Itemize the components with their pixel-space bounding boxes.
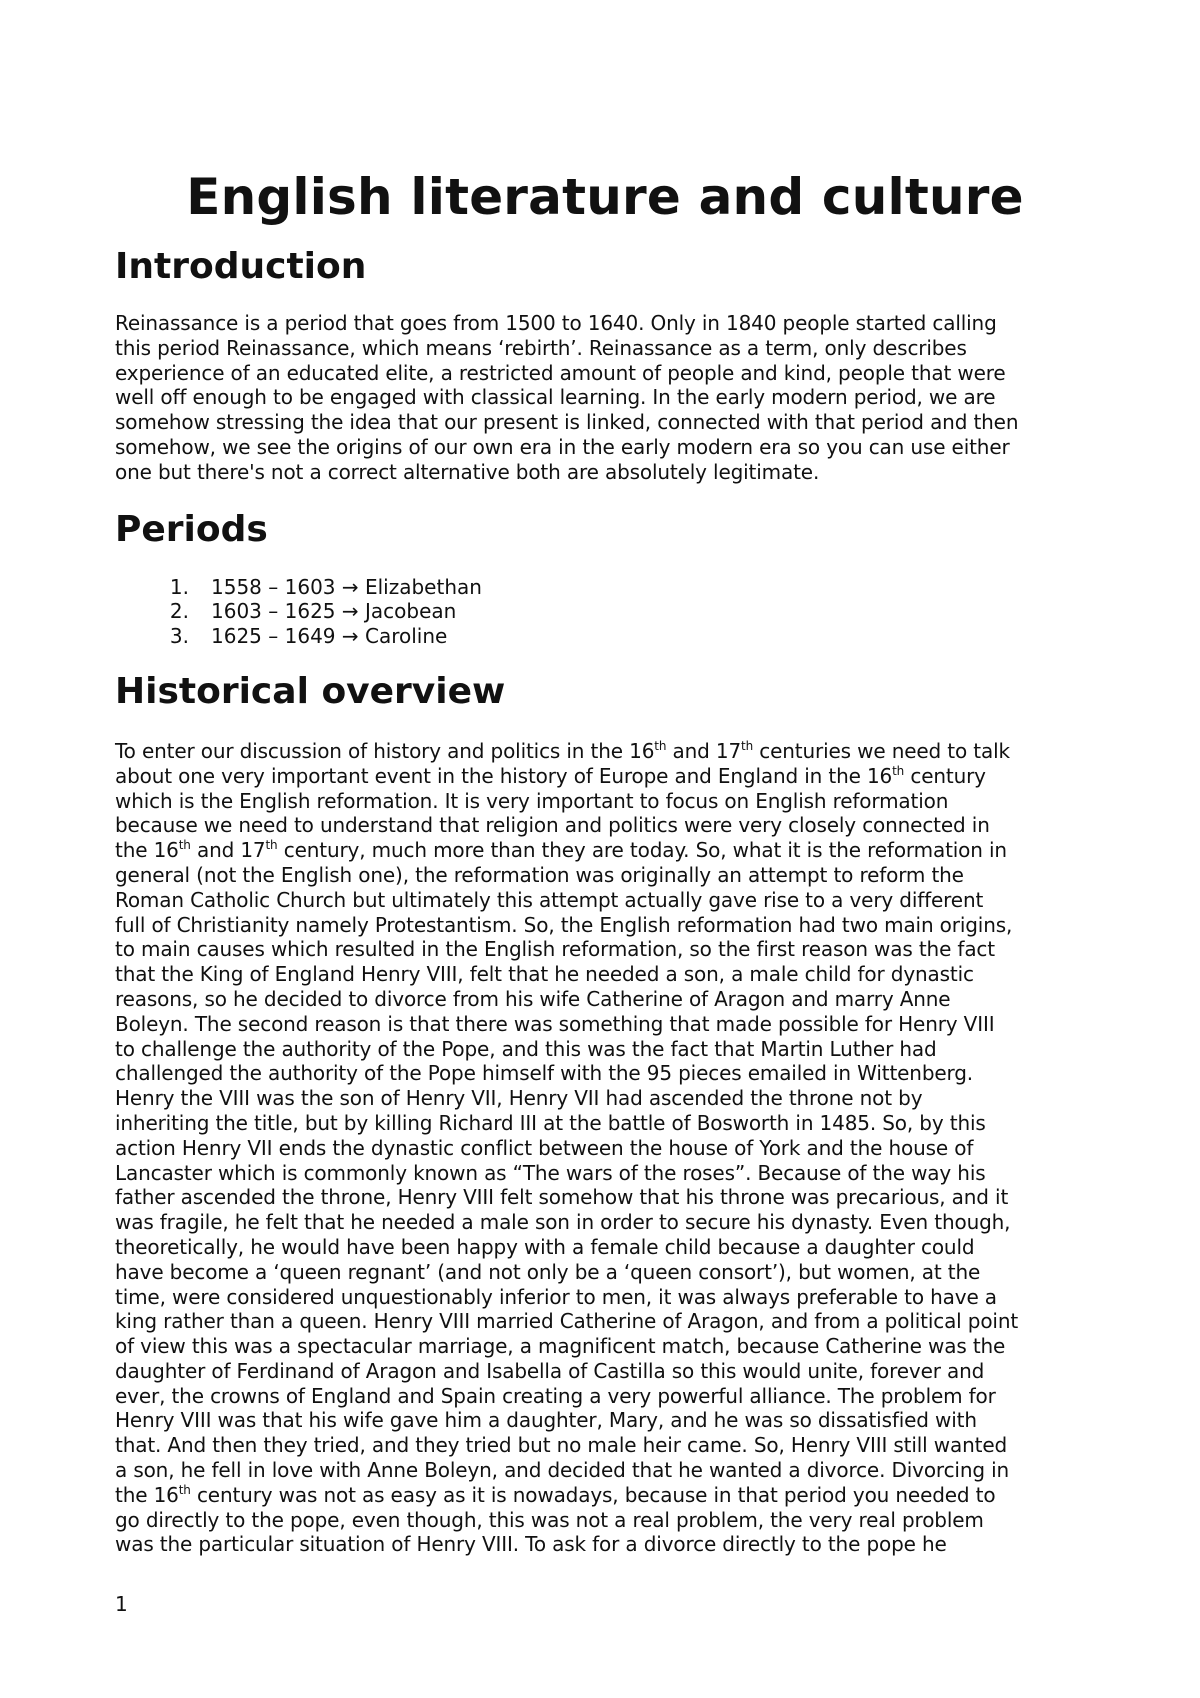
paragraph-line <box>115 1185 1095 1210</box>
line-text: century was not as easy as it is nowadays, because in that period you needed to <box>190 1482 996 1507</box>
line-text: full of Christianity namely Protestantism. So, the English reformation had two main origins, <box>115 912 1013 937</box>
paragraph-line <box>115 1408 1095 1433</box>
line-text: centuries we need to talk <box>753 738 1010 763</box>
line-text: which is the English reformation. It is very important to focus on English reformation <box>115 788 949 813</box>
list-item-text: 1625 – 1649 → Caroline <box>211 624 448 649</box>
line-text: general (not the English one), the reformation was originally an attempt to reform the <box>115 862 964 887</box>
line-text: action Henry VII ends the dynastic conflict between the house of York and the house of <box>115 1135 974 1160</box>
list-item-number: 1. <box>169 574 189 599</box>
line-text: of view this was a spectacular marriage, a magnificent match, because Catherine was the <box>115 1334 1006 1359</box>
paragraph-line <box>115 1136 1095 1161</box>
paragraph-line <box>115 863 1095 888</box>
line-text: to main causes which resulted in the English reformation, so the first reason was the fact <box>115 937 995 962</box>
paragraph-line <box>115 1309 1095 1334</box>
paragraph-line <box>115 962 1095 987</box>
paragraph-line <box>115 764 1095 789</box>
line-text: century, much more than they are today. So, what it is the reformation in <box>277 838 1007 863</box>
line-text: because we need to understand that religion and politics were very closely connected in <box>115 813 990 838</box>
paragraph-line <box>115 1037 1095 1062</box>
paragraph-line: experience of an educated elite, a restricted amount of people and kind, people that were <box>115 360 1006 385</box>
paragraph-line <box>115 1532 1095 1557</box>
line-text: father ascended the throne, Henry VIII felt somehow that his throne was precarious, and it <box>115 1185 1009 1210</box>
line-text: theoretically, he would have been happy with a female child because a daughter could <box>115 1234 975 1259</box>
line-text: king rather than a queen. Henry VIII married Catherine of Aragon, and from a political point <box>115 1309 1019 1334</box>
ordinal-superscript: th <box>654 738 667 753</box>
ordinal-superscript: th <box>265 838 278 853</box>
paragraph-line <box>115 888 1095 913</box>
line-text: about one very important event in the history of Europe and England in the 16 <box>115 763 893 788</box>
paragraph-line <box>115 739 1095 764</box>
paragraph-line: somehow stressing the idea that our present is linked, connected with that period and then <box>115 410 1019 435</box>
list-item-text: 1558 – 1603 → Elizabethan <box>211 574 482 599</box>
paragraph-line <box>115 1161 1095 1186</box>
line-text: was fragile, he felt that he needed a male son in order to secure his dynasty. Even though, <box>115 1210 1011 1235</box>
line-text: ever, the crowns of England and Spain creating a very powerful alliance. The problem for <box>115 1383 996 1408</box>
line-text: challenged the authority of the Pope himself with the 95 pieces emailed in Wittenberg. <box>115 1061 973 1086</box>
paragraph-line: one but there's not a correct alternative both are absolutely legitimate. <box>115 459 820 484</box>
paragraph-line <box>115 1285 1095 1310</box>
paragraph-line <box>115 1061 1095 1086</box>
section-heading-periods: Periods <box>115 508 268 550</box>
introduction-paragraph <box>115 311 1095 485</box>
paragraph-line <box>115 1210 1095 1235</box>
paragraph-line <box>115 913 1095 938</box>
line-text: that the King of England Henry VIII, felt that he needed a son, a male child for dynastic <box>115 962 974 987</box>
line-text: the 16 <box>115 838 179 863</box>
paragraph-line <box>115 937 1095 962</box>
paragraph-line <box>115 1086 1095 1111</box>
historical-overview-paragraph <box>115 739 1095 1557</box>
line-text: To enter our discussion of history and politics in the 16 <box>115 738 655 763</box>
paragraph-line <box>115 1235 1095 1260</box>
line-text: have become a ‘queen regnant’ (and not only be a ‘queen consort’), but women, at the <box>115 1259 981 1284</box>
paragraph-line <box>115 1384 1095 1409</box>
line-text: and 17 <box>190 838 266 863</box>
line-text: reasons, so he decided to divorce from his wife Catherine of Aragon and marry Anne <box>115 986 951 1011</box>
ordinal-superscript: th <box>741 738 754 753</box>
line-text: daughter of Ferdinand of Aragon and Isabella of Castilla so this would unite, forever and <box>115 1358 985 1383</box>
paragraph-line <box>115 789 1095 814</box>
period-list-item <box>115 624 1095 649</box>
line-text: that. And then they tried, and they tried but no male heir came. So, Henry VIII still wanted <box>115 1433 1008 1458</box>
line-text: Henry the VIII was the son of Henry VII, Henry VII had ascended the throne not by <box>115 1086 923 1111</box>
ordinal-superscript: th <box>178 1482 191 1497</box>
paragraph-line: this period Reinassance, which means ‘rebirth’. Reinassance as a term, only describes <box>115 335 967 360</box>
line-text: time, were considered unquestionably inferior to men, it was always preferable to have a <box>115 1284 997 1309</box>
line-text: was the particular situation of Henry VIII. To ask for a divorce directly to the pope he <box>115 1532 947 1557</box>
paragraph-line: somehow, we see the origins of our own era in the early modern era so you can use either <box>115 434 1010 459</box>
paragraph-line <box>115 1433 1095 1458</box>
paragraph-line <box>115 1012 1095 1037</box>
line-text: Lancaster which is commonly known as “The wars of the roses”. Because of the way his <box>115 1160 986 1185</box>
list-item-text: 1603 – 1625 → Jacobean <box>211 599 457 624</box>
page-number: 1 <box>115 1592 128 1616</box>
line-text: to challenge the authority of the Pope, and this was the fact that Martin Luther had <box>115 1036 937 1061</box>
paragraph-line <box>115 813 1095 838</box>
section-heading-historical-overview: Historical overview <box>115 670 506 712</box>
line-text: century <box>904 763 986 788</box>
line-text: the 16 <box>115 1482 179 1507</box>
paragraph-line <box>115 1508 1095 1533</box>
document-title: English literature and culture <box>186 168 1024 226</box>
line-text: a son, he fell in love with Anne Boleyn, and decided that he wanted a divorce. Divorcing in <box>115 1458 1010 1483</box>
periods-list <box>115 575 1095 649</box>
ordinal-superscript: th <box>178 838 191 853</box>
list-item-number: 2. <box>169 599 189 624</box>
paragraph-line <box>115 1458 1095 1483</box>
paragraph-line: well off enough to be engaged with classical learning. In the early modern period, we are <box>115 385 996 410</box>
line-text: inheriting the title, but by killing Richard III at the battle of Bosworth in 1485. So, by this <box>115 1110 986 1135</box>
line-text: Henry VIII was that his wife gave him a daughter, Mary, and he was so dissatisfied with <box>115 1408 977 1433</box>
paragraph-line: Reinassance is a period that goes from 1500 to 1640. Only in 1840 people started calling <box>115 311 997 335</box>
line-text: Boleyn. The second reason is that there was something that made possible for Henry VIII <box>115 1011 995 1036</box>
paragraph-line <box>115 1260 1095 1285</box>
document-page <box>115 160 1095 1557</box>
paragraph-line <box>115 1111 1095 1136</box>
list-item-number: 3. <box>169 624 189 649</box>
line-text: Roman Catholic Church but ultimately this attempt actually gave rise to a very different <box>115 887 984 912</box>
ordinal-superscript: th <box>892 763 905 778</box>
section-heading-introduction: Introduction <box>115 246 367 287</box>
paragraph-line <box>115 987 1095 1012</box>
period-list-item <box>115 575 1095 600</box>
paragraph-line <box>115 1334 1095 1359</box>
line-text: go directly to the pope, even though, this was not a real problem, the very real problem <box>115 1507 984 1532</box>
paragraph-line <box>115 838 1095 863</box>
paragraph-line <box>115 1483 1095 1508</box>
period-list-item <box>115 599 1095 624</box>
paragraph-line <box>115 1359 1095 1384</box>
line-text: and 17 <box>666 738 742 763</box>
